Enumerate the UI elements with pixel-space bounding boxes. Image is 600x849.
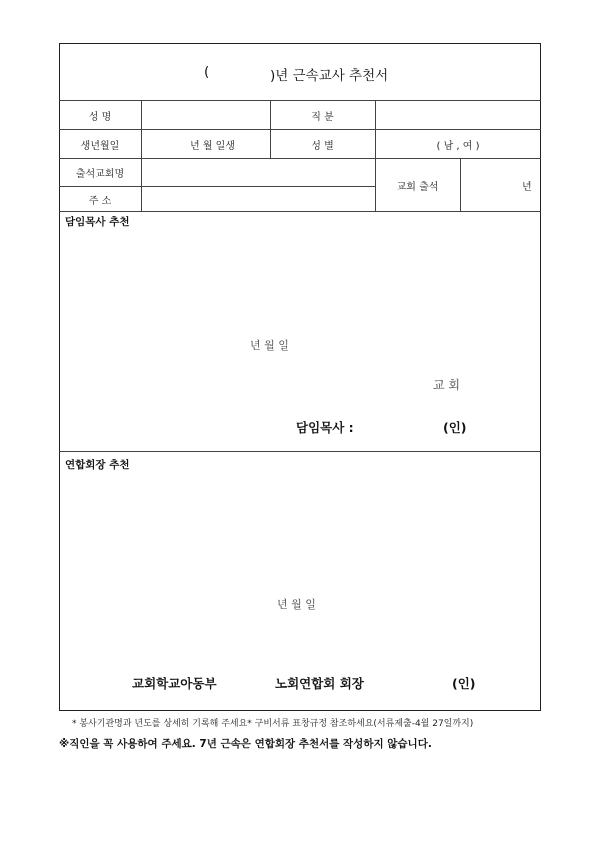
pastor-date[interactable]: 년 월 일 bbox=[250, 339, 289, 352]
title-paren-open: ( bbox=[204, 64, 210, 80]
union-seal[interactable]: (인) bbox=[452, 676, 476, 691]
position-field[interactable] bbox=[376, 101, 540, 128]
position-label: 직 분 bbox=[311, 112, 334, 123]
pastor-seal[interactable]: (인) bbox=[443, 420, 467, 435]
form-title: )년 근속교사 추천서 bbox=[270, 68, 389, 84]
attendance-field[interactable]: 년 bbox=[522, 182, 532, 193]
footnote-2: ※직인을 꼭 사용하여 주세요. 7년 근속은 연합회장 추천서를 작성하지 않습니다. bbox=[59, 738, 432, 750]
section-divider bbox=[59, 451, 541, 452]
name-label: 성 명 bbox=[88, 112, 112, 123]
row-divider-1 bbox=[59, 129, 541, 130]
attendance-label: 교회 출석 bbox=[396, 182, 439, 193]
union-section-heading: 연합회장 추천 bbox=[65, 459, 130, 471]
union-date[interactable]: 년 월 일 bbox=[277, 598, 316, 611]
address-field[interactable] bbox=[142, 187, 374, 210]
pastor-section-heading: 담임목사 추천 bbox=[65, 216, 130, 228]
gender-field[interactable]: ( 남 , 여 ) bbox=[436, 141, 480, 152]
pastor-church[interactable]: 교 회 bbox=[433, 378, 460, 392]
footnote-1: * 봉사기관명과 년도를 상세히 기록해 주세요* 구비서류 표창규정 참조하세요(서류제출-4월 27일까지) bbox=[72, 719, 474, 729]
pastor-signer-label: 담임목사 : bbox=[296, 420, 354, 435]
union-signer-label: 노회연합회 회장 bbox=[275, 676, 364, 691]
gender-label: 성 별 bbox=[311, 141, 334, 152]
church-field[interactable] bbox=[142, 159, 374, 185]
birth-field[interactable]: 년 월 일생 bbox=[190, 141, 235, 152]
church-label: 출석교회명 bbox=[75, 169, 125, 180]
birth-label: 생년월일 bbox=[80, 141, 120, 152]
name-field[interactable] bbox=[142, 101, 269, 128]
col-divider-attendance bbox=[460, 158, 461, 211]
department-label: 교회학교아동부 bbox=[132, 676, 217, 691]
address-label: 주 소 bbox=[88, 196, 112, 207]
info-bottom-divider bbox=[59, 211, 541, 212]
